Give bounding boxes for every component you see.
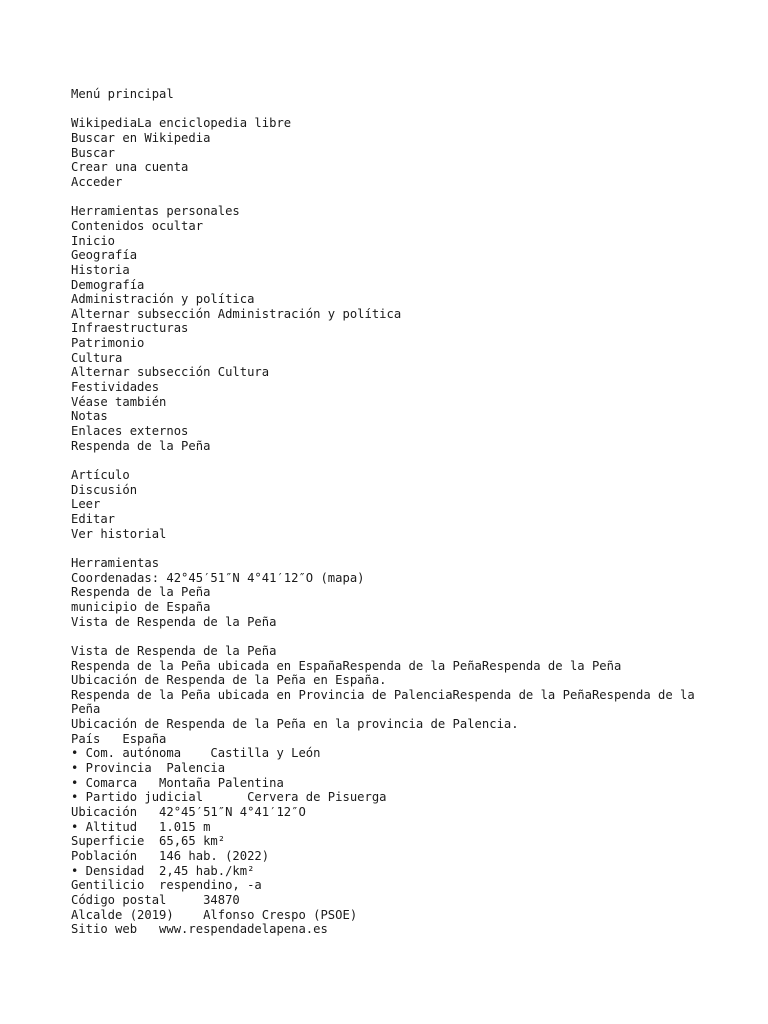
infobox-row-gentilicio: Gentilicio respendino, -a	[71, 878, 262, 893]
infobox-subtitle: municipio de España	[71, 599, 211, 614]
toc-item-inicio[interactable]: Inicio	[71, 233, 116, 248]
toc-item-patrimonio[interactable]: Patrimonio	[71, 336, 145, 351]
map-spain[interactable]: Respenda de la Peña ubicada en EspañaRespenda de la PeñaRespenda de la Peña	[71, 658, 622, 673]
map-province[interactable]: Respenda de la Peña ubicada en Provincia de PalenciaRespenda de la PeñaRespenda de la Peña	[71, 687, 703, 717]
map-spain-caption: Ubicación de Respenda de la Peña en España.	[71, 673, 387, 688]
toc-toggle-administracion[interactable]: Alternar subsección Administración y política	[71, 306, 402, 321]
infobox-row-superficie: Superficie 65,65 km²	[71, 834, 226, 849]
toc-item-demografia[interactable]: Demografía	[71, 277, 145, 292]
toc-toggle[interactable]: Contenidos ocultar	[71, 218, 204, 233]
toc-item-geografia[interactable]: Geografía	[71, 248, 138, 263]
toc-item-notas[interactable]: Notas	[71, 409, 108, 424]
personal-tools-menu[interactable]: Herramientas personales	[71, 204, 240, 219]
spacer	[71, 629, 711, 644]
tab-edit[interactable]: Editar	[71, 511, 116, 526]
page-title: Respenda de la Peña	[71, 438, 211, 453]
toc-item-cultura[interactable]: Cultura	[71, 350, 123, 365]
toc-item-vease-tambien[interactable]: Véase también	[71, 394, 167, 409]
infobox-row-ubicacion: Ubicación 42°45′51″N 4°41′12″O	[71, 805, 306, 820]
spacer	[71, 541, 711, 556]
login-link[interactable]: Acceder	[71, 174, 123, 189]
tab-discussion[interactable]: Discusión	[71, 482, 138, 497]
search-button[interactable]: Buscar	[71, 145, 116, 160]
infobox-row-poblacion: Población 146 hab. (2022)	[71, 849, 270, 864]
infobox-row-densidad: • Densidad 2,45 hab./km²	[71, 863, 255, 878]
coordinates-link[interactable]: Coordenadas: 42°45′51″N 4°41′12″O (mapa)	[71, 570, 365, 585]
infobox-row-altitud: • Altitud 1.015 m	[71, 819, 211, 834]
infobox-row-pais: País España	[71, 731, 167, 746]
toc-toggle-cultura[interactable]: Alternar subsección Cultura	[71, 365, 270, 380]
infobox-title: Respenda de la Peña	[71, 585, 211, 600]
wikipedia-logo-link[interactable]: WikipediaLa enciclopedia libre	[71, 116, 292, 131]
spacer	[71, 190, 711, 205]
spacer	[71, 453, 711, 468]
toc-item-infraestructuras[interactable]: Infraestructuras	[71, 321, 189, 336]
infobox-row-comarca: • Comarca Montaña Palentina	[71, 775, 284, 790]
tab-article[interactable]: Artículo	[71, 468, 130, 483]
toc-item-administracion[interactable]: Administración y política	[71, 292, 255, 307]
toc-item-enlaces-externos[interactable]: Enlaces externos	[71, 424, 189, 439]
infobox-row-codigo-postal: Código postal 34870	[71, 893, 240, 908]
tab-history[interactable]: Ver historial	[71, 526, 167, 541]
create-account-link[interactable]: Crear una cuenta	[71, 160, 189, 175]
infobox-row-partido: • Partido judicial Cervera de Pisuerga	[71, 790, 387, 805]
tab-read[interactable]: Leer	[71, 497, 101, 512]
spacer	[71, 102, 711, 117]
search-input[interactable]: Buscar en Wikipedia	[71, 130, 211, 145]
infobox-image-link[interactable]: Vista de Respenda de la Peña	[71, 614, 277, 629]
main-menu-button[interactable]: Menú principal	[71, 87, 174, 101]
infobox-row-sitio-web[interactable]: Sitio web www.respendadelapena.es	[71, 922, 328, 937]
image-caption: Vista de Respenda de la Peña	[71, 643, 277, 658]
infobox-row-provincia: • Provincia Palencia	[71, 761, 226, 776]
infobox-row-comunidad: • Com. autónoma Castilla y León	[71, 746, 321, 761]
map-province-caption: Ubicación de Respenda de la Peña en la provincia de Palencia.	[71, 717, 519, 732]
infobox-row-alcalde: Alcalde (2019) Alfonso Crespo (PSOE)	[71, 907, 358, 922]
toc-item-festividades[interactable]: Festividades	[71, 380, 160, 395]
toc-item-historia[interactable]: Historia	[71, 262, 130, 277]
tools-menu[interactable]: Herramientas	[71, 555, 160, 570]
